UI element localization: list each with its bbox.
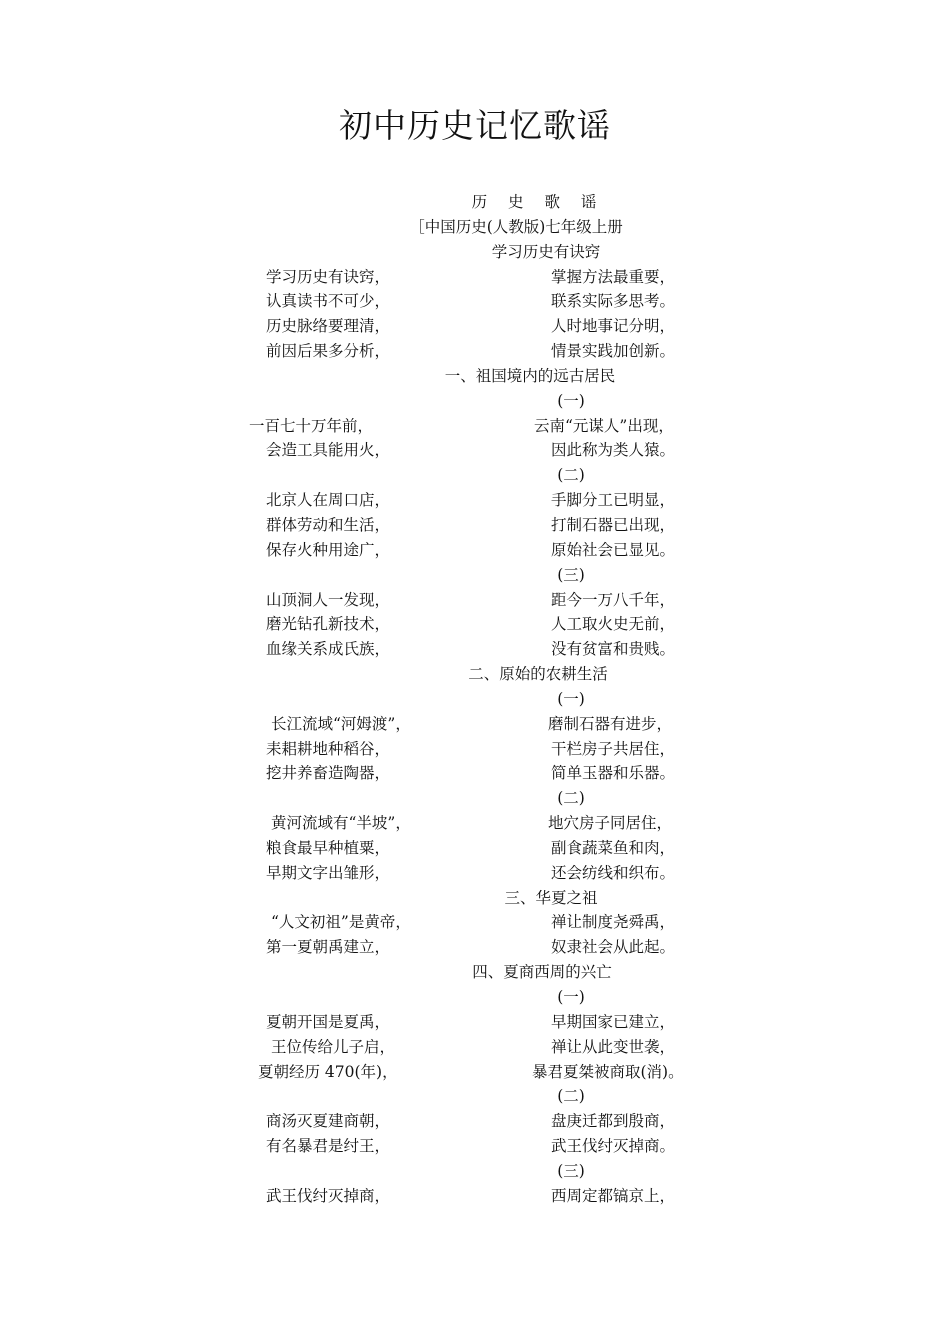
centered-text: (一) <box>557 988 585 1006</box>
verse-left: 粮食最早种植粟， <box>266 838 391 857</box>
verse-left: 夏朝经历 470(年)， <box>258 1062 398 1081</box>
verse-couplet <box>0 637 950 662</box>
verse-couplet <box>0 538 950 563</box>
verse-left: 认真读书不可少， <box>266 292 391 311</box>
verse-right: 禅让制度尧舜禹， <box>551 913 676 932</box>
verse-right: 盘庚迁都到殷商， <box>551 1112 676 1131</box>
verse-right: 原始社会已显见。 <box>551 540 676 559</box>
verse-right: 副食蔬菜鱼和肉， <box>551 838 676 857</box>
verse-right: 人工取火史无前， <box>551 615 676 634</box>
verse-couplet <box>0 910 950 935</box>
centered-text: 三、华夏之祖 <box>504 888 598 907</box>
centered-text: 二、原始的农耕生活 <box>468 665 608 684</box>
verse-left: 群体劳动和生活， <box>266 515 391 534</box>
verse-couplet <box>0 761 950 786</box>
centered-text: 四、夏商西周的兴亡 <box>472 963 612 982</box>
centered-text: (二) <box>557 789 585 808</box>
verse-couplet <box>0 513 950 538</box>
verse-left: 磨光钻孔新技术， <box>266 615 391 634</box>
verse-left: 会造工具能用火， <box>266 441 391 460</box>
verse-right: 武王伐纣灭掉商。 <box>551 1137 676 1156</box>
verse-right: 还会纺线和织布。 <box>551 863 676 882</box>
centered-text: 学习历史有诀窍 <box>491 242 601 261</box>
verse-left: 长江流域“河姆渡”， <box>271 714 411 733</box>
verse-right: 云南“元谋人”出现， <box>534 416 674 435</box>
centered-line <box>0 687 950 712</box>
verse-left: “人文初祖”是黄帝， <box>271 913 411 932</box>
centered-line <box>0 190 950 215</box>
verse-right: 地穴房子同居住， <box>548 814 673 833</box>
verse-left: 历史脉络要理清， <box>266 317 391 336</box>
verse-couplet <box>0 811 950 836</box>
centered-line <box>0 1084 950 1109</box>
centered-line <box>0 389 950 414</box>
centered-line <box>0 985 950 1010</box>
verse-left: 山顶洞人一发现， <box>266 590 391 609</box>
verse-right: 因此称为类人猿。 <box>551 441 676 460</box>
verse-couplet <box>0 289 950 314</box>
centered-line <box>0 786 950 811</box>
verse-couplet <box>0 488 950 513</box>
verse-couplet <box>0 1184 950 1209</box>
verse-right: 磨制石器有进步， <box>548 714 673 733</box>
verse-couplet <box>0 1109 950 1134</box>
ballad-body <box>0 190 950 1209</box>
verse-right: 联系实际多思考。 <box>551 292 676 311</box>
verse-couplet <box>0 612 950 637</box>
centered-text: 历 史 歌 谣 <box>471 193 605 211</box>
verse-left: 武王伐纣灭掉商， <box>266 1186 391 1205</box>
centered-line <box>0 563 950 588</box>
verse-left: 一百七十万年前， <box>249 416 374 435</box>
verse-couplet <box>0 339 950 364</box>
verse-couplet <box>0 314 950 339</box>
verse-left: 北京人在周口店， <box>266 491 391 510</box>
centered-text: (三) <box>557 1161 585 1180</box>
verse-couplet <box>0 935 950 960</box>
verse-couplet <box>0 438 950 463</box>
page-title: 初中历史记忆歌谣 <box>339 106 611 145</box>
verse-right: 早期国家已建立， <box>551 1012 676 1031</box>
verse-right: 掌握方法最重要， <box>551 267 676 286</box>
verse-couplet <box>0 1010 950 1035</box>
verse-couplet <box>0 265 950 290</box>
centered-line <box>0 240 950 265</box>
centered-text: ［中国历史(人教版)七年级上册 <box>409 217 623 236</box>
verse-right: 暴君夏桀被商取(消)。 <box>532 1062 684 1081</box>
verse-left: 第一夏朝禹建立， <box>266 938 391 957</box>
centered-line <box>0 886 950 911</box>
verse-left: 商汤灭夏建商朝， <box>266 1112 391 1131</box>
verse-couplet <box>0 414 950 439</box>
verse-left: 早期文字出雏形， <box>266 863 391 882</box>
verse-left: 夏朝开国是夏禹， <box>266 1012 391 1031</box>
verse-left: 挖井养畜造陶器， <box>266 764 391 783</box>
centered-text: (三) <box>557 565 585 584</box>
verse-right: 手脚分工已明显， <box>551 491 676 510</box>
centered-text: (一) <box>557 391 585 410</box>
verse-right: 距今一万八千年， <box>551 590 676 609</box>
verse-couplet <box>0 1060 950 1085</box>
verse-left: 有名暴君是纣王， <box>266 1137 391 1156</box>
verse-left: 血缘关系成氏族， <box>266 640 391 659</box>
verse-right: 干栏房子共居住， <box>551 739 676 758</box>
verse-right: 禅让从此变世袭， <box>551 1037 676 1056</box>
verse-couplet <box>0 836 950 861</box>
verse-couplet <box>0 737 950 762</box>
verse-couplet <box>0 1134 950 1159</box>
centered-text: (二) <box>557 1087 585 1106</box>
verse-couplet <box>0 712 950 737</box>
centered-text: (二) <box>557 466 585 485</box>
verse-right: 西周定都镐京上， <box>551 1186 676 1205</box>
verse-left: 学习历史有诀窍， <box>266 267 391 286</box>
centered-line <box>0 1159 950 1184</box>
verse-couplet <box>0 1035 950 1060</box>
centered-text: 一、祖国境内的远古居民 <box>444 366 616 385</box>
verse-couplet <box>0 588 950 613</box>
verse-couplet <box>0 861 950 886</box>
verse-right: 没有贫富和贵贱。 <box>551 640 676 659</box>
centered-line <box>0 364 950 389</box>
verse-right: 情景实践加创新。 <box>551 342 676 361</box>
verse-right: 人时地事记分明， <box>551 317 676 336</box>
verse-left: 耒耜耕地种稻谷， <box>266 739 391 758</box>
verse-left: 前因后果多分析， <box>266 342 391 361</box>
centered-line <box>0 463 950 488</box>
verse-left: 保存火种用途广， <box>266 540 391 559</box>
verse-left: 黄河流域有“半坡”， <box>271 814 411 833</box>
verse-left: 王位传给儿子启， <box>271 1037 396 1056</box>
centered-text: (一) <box>557 689 585 708</box>
verse-right: 打制石器已出现， <box>551 515 676 534</box>
centered-line <box>0 960 950 985</box>
verse-right: 简单玉器和乐器。 <box>551 764 676 783</box>
centered-line <box>0 662 950 687</box>
verse-right: 奴隶社会从此起。 <box>551 938 676 957</box>
centered-line <box>0 215 950 240</box>
